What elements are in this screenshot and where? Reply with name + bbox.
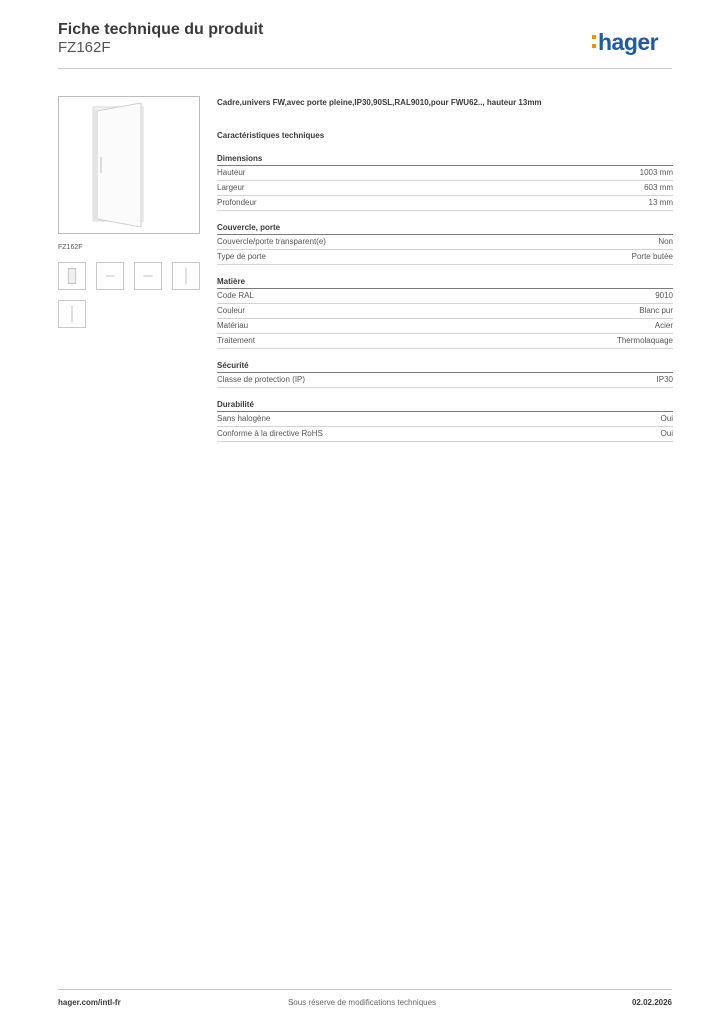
header-divider <box>58 68 672 69</box>
spec-label: Code RAL <box>217 291 254 300</box>
spec-row <box>217 181 673 196</box>
top-view-icon <box>97 263 123 289</box>
spec-label: Classe de protection (IP) <box>217 375 306 384</box>
spec-value: IP30 <box>656 375 673 384</box>
spec-row <box>217 166 673 181</box>
section-dimensions <box>217 152 673 211</box>
front-view-icon <box>59 263 85 289</box>
spec-label: Profondeur <box>217 198 257 207</box>
spec-row <box>217 304 673 319</box>
logo-text: hager <box>598 29 659 55</box>
side-view-icon <box>135 263 161 289</box>
spec-value: Non <box>658 237 673 246</box>
spec-value: Acier <box>654 321 673 330</box>
section-title: Sécurité <box>217 359 673 373</box>
spec-label: Matériau <box>217 321 249 330</box>
section-title: Matière <box>217 275 673 289</box>
spec-label: Conforme à la directive RoHS <box>217 429 323 438</box>
footer-notice: Sous réserve de modifications techniques <box>287 998 437 1007</box>
spec-label: Type de porte <box>217 252 266 261</box>
footer-divider <box>58 989 672 990</box>
profile-view-icon <box>173 263 199 289</box>
thumbnail-edge[interactable] <box>58 300 86 328</box>
footer-website-link[interactable]: hager.com/intl-fr <box>58 998 121 1007</box>
spec-value: 603 mm <box>644 183 673 192</box>
spec-row <box>217 289 673 304</box>
thumbnail-side[interactable] <box>134 262 162 290</box>
product-description: Cadre,univers FW,avec porte pleine,IP30,90SL,RAL9010,pour FWU62.., hauteur 13mm <box>217 98 542 107</box>
specs-title: Caractéristiques techniques <box>217 131 325 140</box>
spec-value: 9010 <box>655 291 673 300</box>
spec-label: Couleur <box>217 306 246 315</box>
section-title: Couvercle, porte <box>217 221 673 235</box>
spec-value: 13 mm <box>648 198 673 207</box>
product-reference: FZ162F <box>58 39 111 56</box>
thumbnail-top[interactable] <box>96 262 124 290</box>
image-caption: FZ162F <box>58 244 83 251</box>
spec-value: Porte butée <box>631 252 673 261</box>
spec-label: Largeur <box>217 183 245 192</box>
footer-date: 02.02.2026 <box>631 998 672 1007</box>
section-durability <box>217 398 673 442</box>
spec-row <box>217 319 673 334</box>
spec-value: Oui <box>660 414 673 423</box>
section-security <box>217 359 673 388</box>
spec-row <box>217 250 673 265</box>
product-details <box>217 96 673 442</box>
spec-value: Oui <box>660 429 673 438</box>
section-cover-door <box>217 221 673 265</box>
spec-row <box>217 373 673 388</box>
spec-row <box>217 334 673 349</box>
hager-logo[interactable] <box>592 29 658 56</box>
spec-row <box>217 196 673 211</box>
spec-label: Couvercle/porte transparent(e) <box>217 237 326 246</box>
product-main-image[interactable] <box>58 96 200 234</box>
section-title: Dimensions <box>217 152 673 166</box>
spec-row <box>217 412 673 427</box>
edge-view-icon <box>59 301 85 327</box>
spec-label: Traitement <box>217 336 255 345</box>
thumbnail-profile[interactable] <box>172 262 200 290</box>
spec-label: Hauteur <box>217 168 246 177</box>
spec-row <box>217 427 673 442</box>
door-frame-illustration <box>59 97 199 233</box>
spec-value: Blanc pur <box>639 306 673 315</box>
section-material <box>217 275 673 349</box>
spec-label: Sans halogène <box>217 414 271 423</box>
section-title: Durabilité <box>217 398 673 412</box>
page-title: Fiche technique du produit <box>58 21 264 38</box>
logo-dots-icon <box>592 35 597 50</box>
thumbnail-front[interactable] <box>58 262 86 290</box>
spec-value: Thermolaquage <box>616 336 673 345</box>
spec-value: 1003 mm <box>639 168 673 177</box>
spec-row <box>217 235 673 250</box>
